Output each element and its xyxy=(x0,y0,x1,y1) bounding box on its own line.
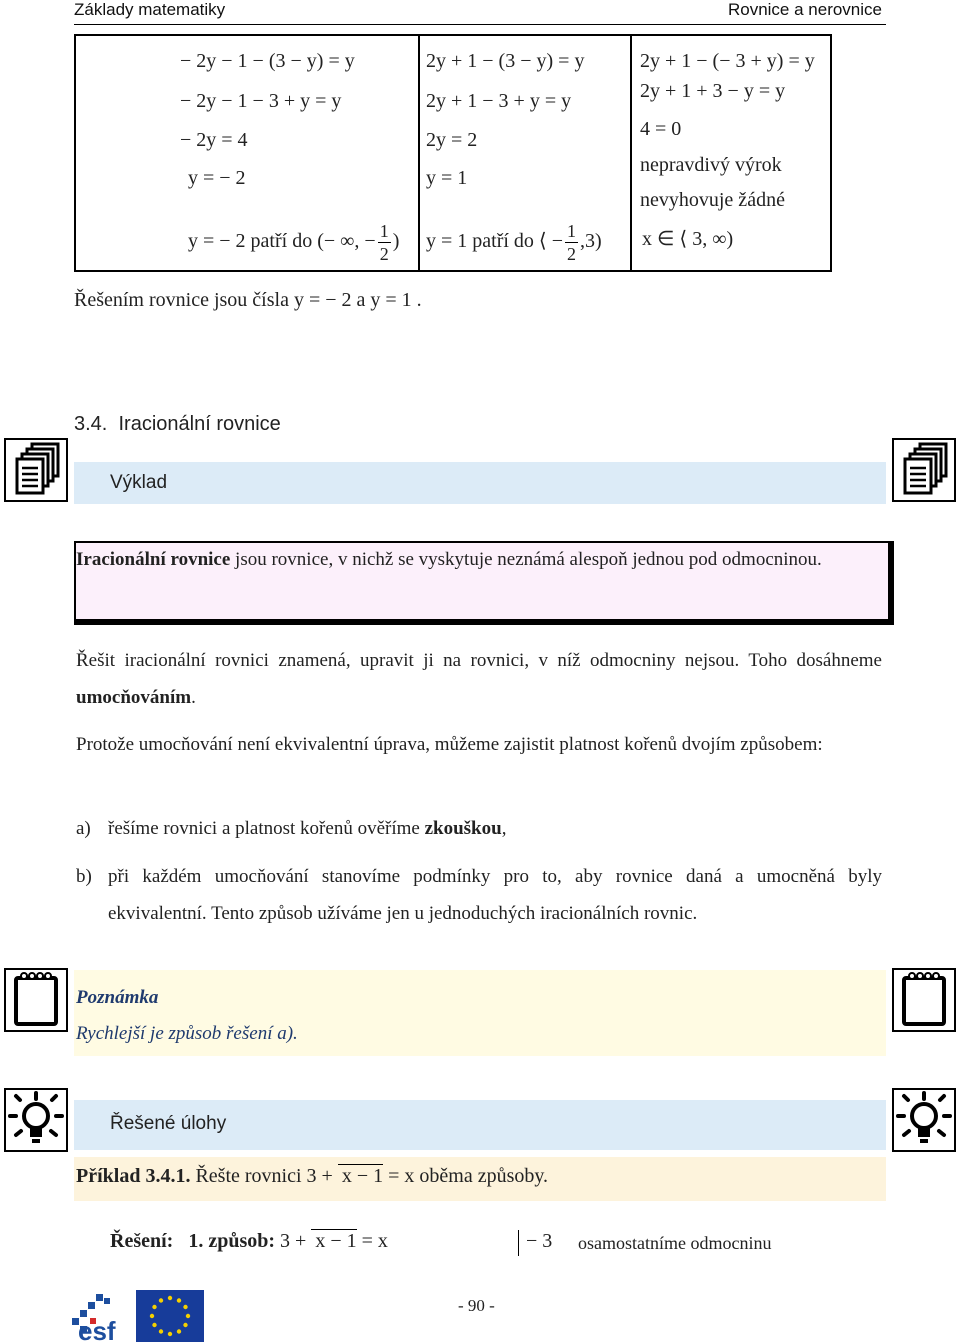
table-column-3 xyxy=(630,36,832,270)
explanation-band xyxy=(74,462,886,504)
eq-line: − 2y − 1 − 3 + y = y xyxy=(180,90,342,112)
list-marker: a) xyxy=(76,818,91,839)
solution-label: Řešení: xyxy=(110,1230,174,1252)
eq-line: − 2y = 4 xyxy=(180,129,248,151)
note-text: Rychlejší je způsob řešení a). xyxy=(76,1023,298,1044)
fraction: $\frac{1}{2}$ xyxy=(567,221,577,264)
fraction: $\frac{1}{2}$ xyxy=(379,221,389,264)
solution-statement: Řešením rovnice jsou čísla y = − 2 a y = 1 . xyxy=(74,289,422,311)
pages-icon xyxy=(4,438,68,502)
list-item-text: řešíme rovnici a platnost kořenů ověříme zkouškou, xyxy=(108,818,507,839)
eq-line: y = − 2 patří do (− ∞, − $\frac{1}{2}$ ) xyxy=(188,221,400,264)
eq-line: − 2y − 1 − (3 − y) = y xyxy=(180,50,355,72)
note-title: Poznámka xyxy=(76,987,159,1008)
eq-line: y = 1 xyxy=(426,167,468,189)
paragraph: Řešit iracionální rovnici znamená, upravit ji na rovnici, v níž odmocniny nejsou. Toho dosáhneme umocňováním. xyxy=(76,650,882,708)
header-right: Rovnice a nerovnice xyxy=(727,0,882,19)
operation: − 3 xyxy=(526,1230,553,1252)
eq-line: nepravdivý výrok xyxy=(640,154,782,176)
operation-divider xyxy=(518,1230,519,1256)
example-text: Příklad 3.4.1. Řešte rovnici 3 + x − 1 = x oběma způsoby. xyxy=(76,1165,549,1187)
eq-line: y = − 2 xyxy=(188,167,246,189)
lightbulb-icon xyxy=(892,1088,956,1152)
lightbulb-icon xyxy=(4,1088,68,1152)
method-label: 1. způsob: xyxy=(188,1230,276,1252)
esf-logo-text: esf xyxy=(78,1316,116,1342)
section-title: Iracionální rovnice xyxy=(118,413,281,435)
list-item xyxy=(76,810,91,847)
notepad-icon xyxy=(892,968,956,1032)
eq-line: x ∈ ⟨ 3, ∞) xyxy=(642,228,734,250)
list-item xyxy=(76,858,92,895)
eq-line: 2y = 2 xyxy=(426,129,478,151)
eq-line: 2y + 1 + 3 − y = y xyxy=(640,80,786,102)
paragraph: Protože umocňování není ekvivalentní úprava, můžeme zajistit platnost kořenů dvojím způsobem: xyxy=(76,734,823,755)
table-column-1 xyxy=(76,36,418,270)
header-rule xyxy=(74,24,886,25)
eu-flag-logo xyxy=(136,1290,204,1342)
equation-table xyxy=(74,34,832,272)
notepad-icon xyxy=(4,968,68,1032)
eq-line: 2y + 1 − (− 3 + y) = y xyxy=(640,50,815,72)
solved-problems-label: Řešené úlohy xyxy=(110,1113,227,1134)
explanation-label: Výklad xyxy=(110,472,168,493)
radical: x − 1 xyxy=(311,1229,356,1252)
definition-term: Iracionální rovnice xyxy=(76,549,231,570)
list-item-text: při každém umocňování stanovíme podmínky pro to, aby rovnice daná a umocněná byly ekvivalentní. Tento způsob užíváme jen u jednoduchých iracionálních rovnic. xyxy=(108,866,882,924)
table-column-2 xyxy=(418,36,632,270)
page-number: - 90 - xyxy=(458,1296,495,1315)
pages-icon xyxy=(892,438,956,502)
radical: x − 1 xyxy=(338,1164,383,1187)
definition-text: Iracionální rovnice jsou rovnice, v nichž se vyskytuje neznámá alespoň jednou pod odmocninou. xyxy=(76,549,822,570)
eq-line: 4 = 0 xyxy=(640,118,682,140)
esf-logo xyxy=(70,1288,130,1342)
eq-line: 2y + 1 − (3 − y) = y xyxy=(426,50,585,72)
solution-line: Řešení: 1. způsob: 3 + x − 1 = x xyxy=(110,1230,388,1252)
eq-line: y = 1 patří do ⟨ − $\frac{1}{2}$ ,3) xyxy=(426,221,602,264)
operation-comment: osamostatníme odmocninu xyxy=(578,1233,772,1253)
header-left: Základy matematiky xyxy=(74,0,226,19)
eq-line: nevyhovuje žádné xyxy=(640,189,785,211)
list-marker: b) xyxy=(76,866,92,887)
section-heading xyxy=(74,413,281,436)
eq-line: 2y + 1 − 3 + y = y xyxy=(426,90,572,112)
section-number: 3.4. xyxy=(74,413,108,435)
example-label: Příklad 3.4.1. xyxy=(76,1165,191,1187)
